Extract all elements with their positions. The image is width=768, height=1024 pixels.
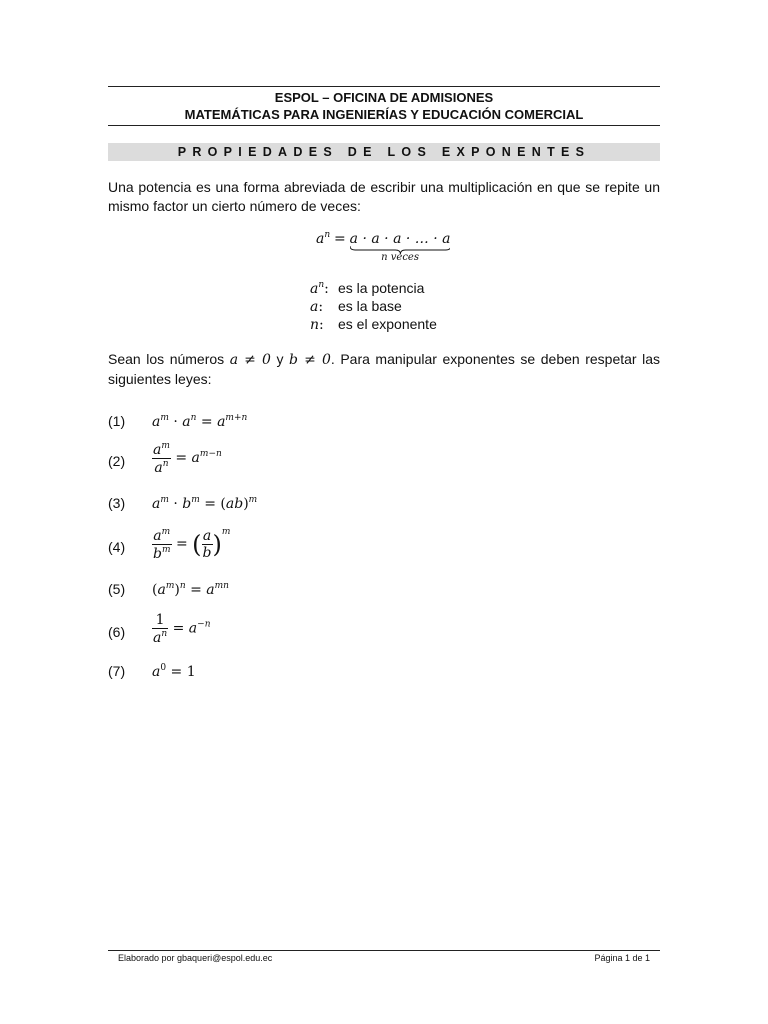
footer-page-number: Página 1 de 1 bbox=[594, 953, 650, 963]
header-bottom-rule bbox=[108, 125, 660, 126]
header-line-1: ESPOL – OFICINA DE ADMISIONES bbox=[274, 90, 494, 105]
term-exponente: n: es el exponente bbox=[310, 316, 437, 333]
def-expansion-group bbox=[349, 230, 451, 263]
def-exponent: n bbox=[324, 230, 331, 240]
intro-paragraph: Una potencia es una forma abreviada de escribir una multiplicación en que se repite un mismo factor un cierto número de veces: bbox=[108, 179, 660, 214]
header-top-rule bbox=[108, 86, 660, 87]
def-expansion: a · a · a · … · a bbox=[349, 231, 451, 247]
header-line-2: MATEMÁTICAS PARA INGENIERÍAS Y EDUCACIÓN COMERCIAL bbox=[184, 107, 584, 122]
term-base: a: es la base bbox=[310, 298, 402, 315]
term-potencia: $a^n$: es la potencia bbox=[310, 280, 425, 297]
conditions-paragraph: Sean los números a ≠ 0 y b ≠ 0. Para manipular exponentes se deben respetar las siguientes leyes: bbox=[108, 351, 661, 387]
under-label: n veces bbox=[381, 252, 419, 263]
def-equals: = bbox=[334, 231, 346, 247]
section-title: PROPIEDADES DE LOS EXPONENTES bbox=[108, 143, 660, 161]
footer-rule bbox=[108, 950, 660, 951]
def-base: a bbox=[316, 231, 325, 247]
footer-author: Elaborado por gbaqueri@espol.edu.ec bbox=[118, 953, 273, 963]
power-definition bbox=[316, 230, 451, 263]
